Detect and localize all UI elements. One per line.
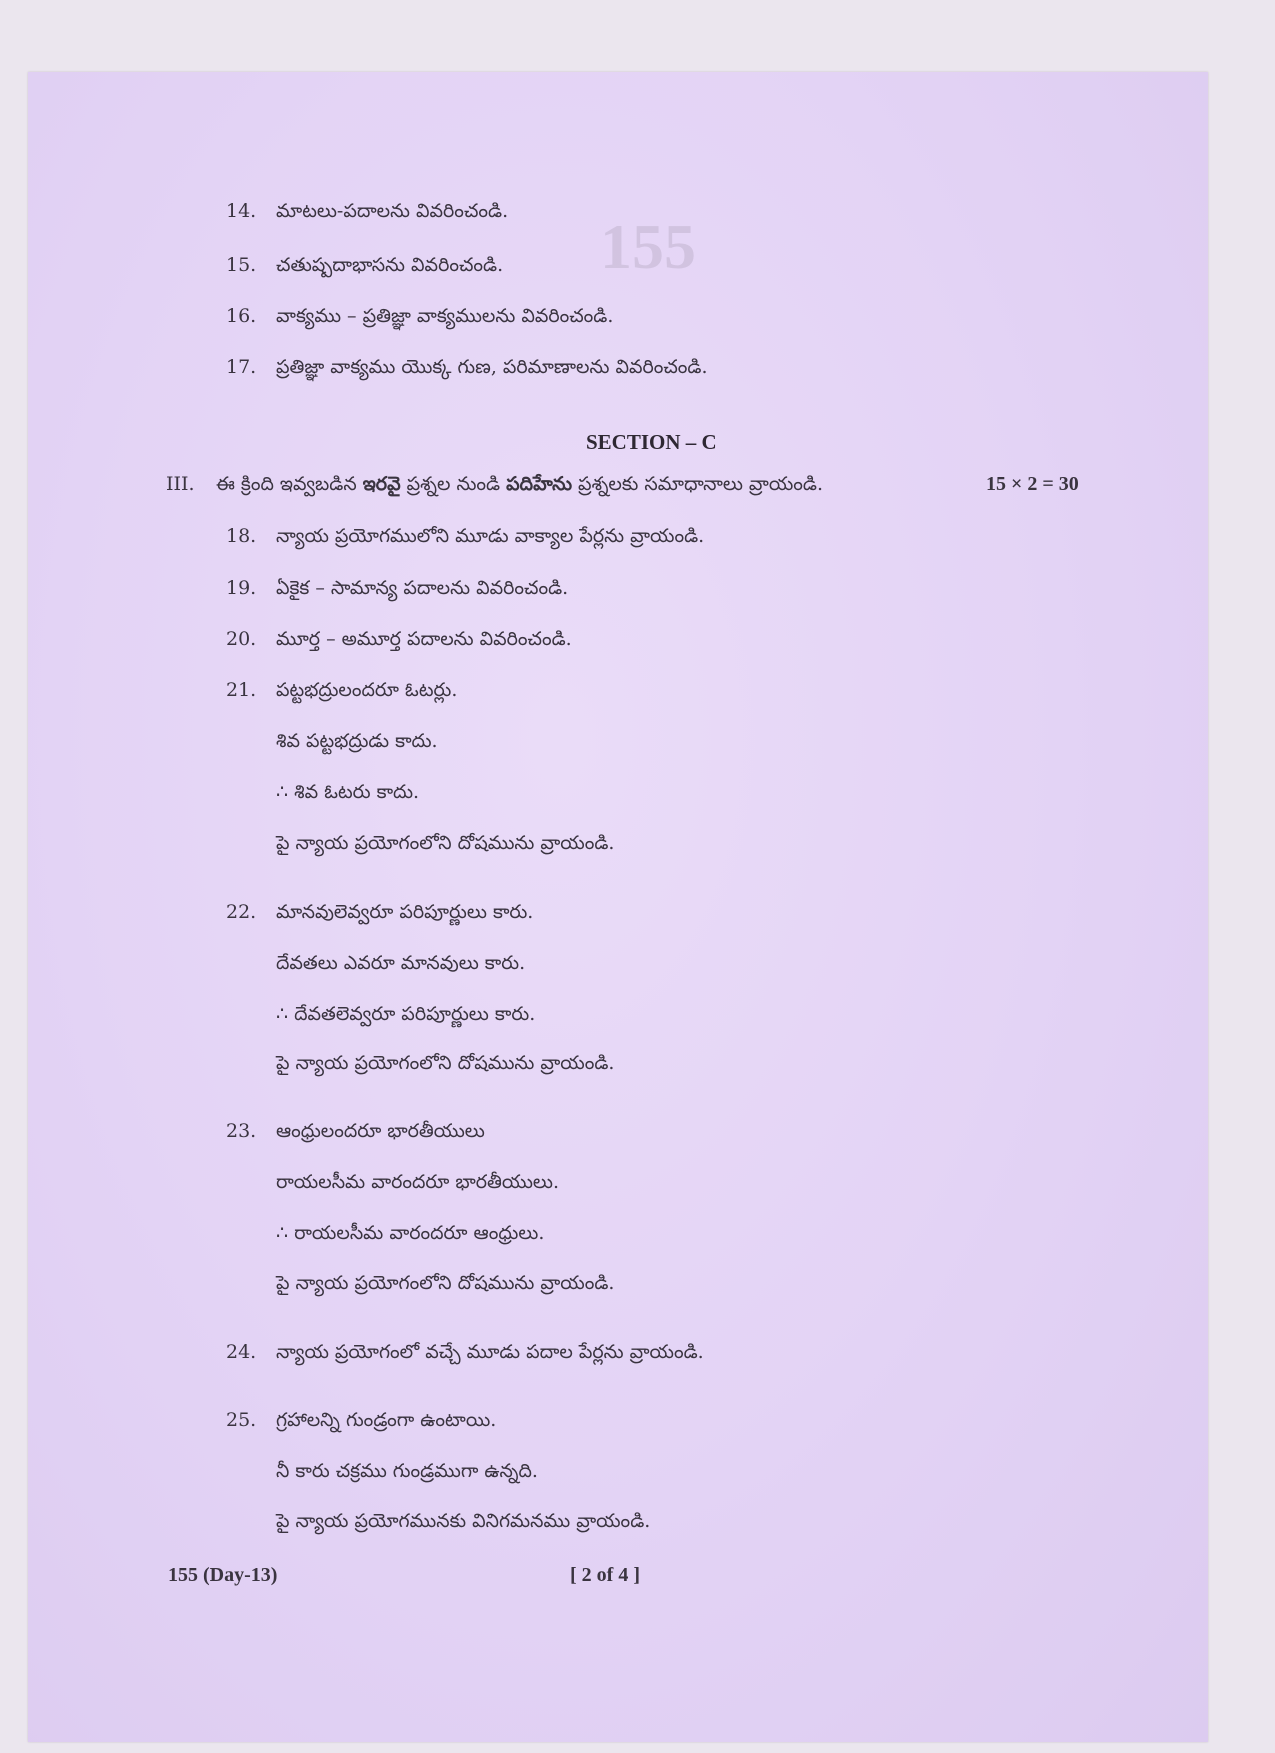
paper-sheet (28, 72, 1208, 1742)
page-number: [ 2 of 4 ] (570, 1564, 640, 1586)
question-22 (226, 900, 533, 924)
question-prompt: పై న్యాయ ప్రయోగంలోని దోషమును వ్రాయండి. (276, 1052, 615, 1074)
question-text: న్యాయ ప్రయోగములోని మూడు వాక్యాల పేర్లను వ్రాయండి. (276, 525, 705, 547)
premise-line: దేవతలు ఎవరూ మానవులు కారు. (276, 952, 526, 974)
question-text: న్యాయ ప్రయోగంలో వచ్చే మూడు పదాల పేర్లను వ్రాయండి. (276, 1341, 704, 1363)
question-text: ఏకైక – సామాన్య పదాలను వివరించండి. (276, 577, 569, 599)
question-prompt: పై న్యాయ ప్రయోగంలోని దోషమును వ్రాయండి. (276, 832, 615, 854)
question-21 (226, 678, 457, 702)
question-number: 18. (226, 525, 257, 547)
premise-line: ఆంధ్రులందరూ భారతీయులు (276, 1120, 485, 1142)
question-number: 21. (226, 679, 257, 701)
conclusion-line: ∴ రాయలసీమ వారందరూ ఆంధ్రులు. (276, 1222, 545, 1244)
section-title: SECTION – C (586, 430, 717, 454)
section-roman-numeral: III. (166, 473, 195, 495)
instruction-text-pre: ఈ క్రింది ఇవ్వబడిన (216, 473, 363, 495)
question-number: 14. (226, 200, 257, 222)
instruction-bold-attempt: పదిహేను (506, 473, 573, 495)
conclusion-line: ∴ దేవతలెవ్వరూ పరిపూర్ణులు కారు. (276, 1003, 536, 1025)
question-17 (226, 355, 708, 379)
question-number: 25. (226, 1409, 257, 1431)
question-number: 17. (226, 356, 257, 378)
premise-line: గ్రహాలన్ని గుండ్రంగా ఉంటాయి. (276, 1409, 497, 1431)
question-prompt: పై న్యాయ ప్రయోగంలోని దోషమును వ్రాయండి. (276, 1272, 615, 1294)
bleed-through-mark: 155 (600, 211, 696, 282)
section-marks: 15 × 2 = 30 (986, 473, 1079, 495)
question-19 (226, 576, 568, 600)
question-number: 16. (226, 305, 257, 327)
section-instruction (166, 473, 1079, 500)
question-text: మూర్త – అమూర్త పదాలను వివరించండి. (276, 628, 572, 650)
premise-line: మానవులెవ్వరూ పరిపూర్ణులు కారు. (276, 901, 534, 923)
question-number: 19. (226, 577, 257, 599)
question-20 (226, 627, 572, 651)
paper-code: 155 (Day-13) (168, 1564, 278, 1586)
question-text: మాటలు-పదాలను వివరించండి. (276, 200, 509, 222)
instruction-bold-count: ఇరవై (362, 473, 401, 495)
instruction-text-post: ప్రశ్నలకు సమాధానాలు వ్రాయండి. (572, 473, 824, 495)
question-23 (226, 1119, 485, 1143)
question-14 (226, 199, 508, 223)
question-18 (226, 524, 704, 548)
question-prompt: పై న్యాయ ప్రయోగమునకు వినిగమనము వ్రాయండి. (276, 1510, 651, 1532)
conclusion-line: ∴ శివ ఓటరు కాదు. (276, 781, 420, 803)
question-24 (226, 1340, 704, 1364)
premise-line: శివ పట్టభద్రుడు కాదు. (276, 730, 438, 752)
premise-line: నీ కారు చక్రము గుండ్రముగా ఉన్నది. (276, 1460, 538, 1482)
instruction-text-mid: ప్రశ్నల నుండి (400, 473, 507, 495)
premise-line: పట్టభద్రులందరూ ఓటర్లు. (276, 679, 458, 701)
question-15 (226, 253, 503, 277)
question-text: వాక్యము – ప్రతిజ్ఞా వాక్యములను వివరించండి. (276, 305, 614, 327)
question-number: 15. (226, 254, 257, 276)
question-25 (226, 1408, 496, 1432)
question-number: 20. (226, 628, 257, 650)
question-16 (226, 304, 613, 328)
question-number: 22. (226, 901, 257, 923)
question-text: చతుష్పదాభాసను వివరించండి. (276, 254, 504, 276)
question-number: 24. (226, 1341, 257, 1363)
question-text: ప్రతిజ్ఞా వాక్యము యొక్క గుణ, పరిమాణాలను వివరించండి. (276, 356, 708, 378)
premise-line: రాయలసీమ వారందరూ భారతీయులు. (276, 1171, 559, 1193)
question-number: 23. (226, 1120, 257, 1142)
